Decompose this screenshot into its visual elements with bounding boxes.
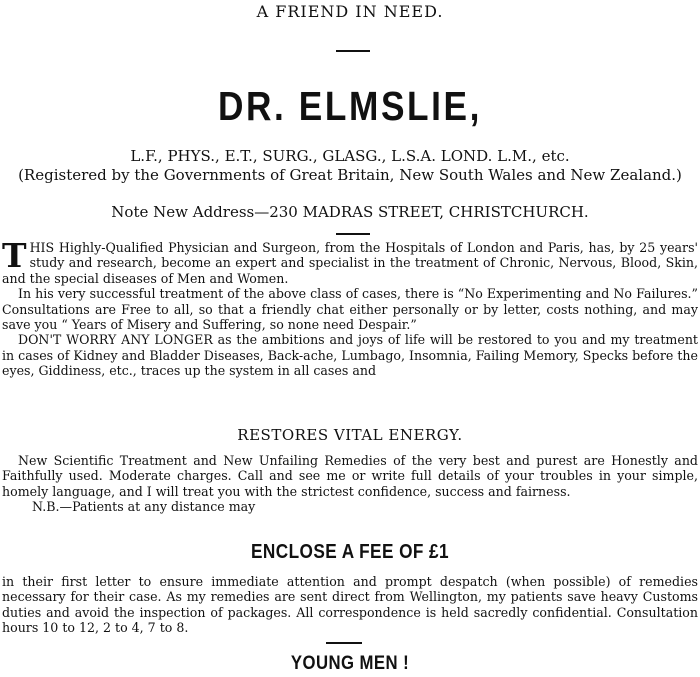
address-line: Note New Address—230 MADRAS STREET, CHRISTCHURCH. — [111, 203, 589, 221]
intro-paragraph — [2, 236, 698, 286]
doctor-name-title: DR. ELMSLIE, — [217, 83, 483, 129]
nb-paragraph: N.B.—Patients at any distance may — [32, 499, 256, 515]
credentials-block — [0, 147, 700, 185]
credentials-line: L.F., PHYS., E.T., SURG., GLASG., L.S.A. LOND. L.M., etc. — [130, 147, 570, 165]
section-heading: A FRIEND IN NEED. — [256, 2, 444, 21]
registration-note: (Registered by the Governments of Great Britain, New South Wales and New Zealand.) — [18, 166, 682, 184]
drop-cap: T — [2, 236, 27, 275]
remedies-paragraph: New Scientific Treatment and New Unfailing Remedies of the very best and purest are Honestly and Faithfully used. Moderate charges. Call and see me or write full details of your troubles in your simple, homely language, and I will treat you with the strictest confidence, success and fairness. — [2, 453, 698, 499]
divider-rule — [336, 233, 370, 235]
treatment-paragraph: In his very successful treatment of the above class of cases, there is “No Experimenting and No Failures.” Consultations are Free to all, so that a friendly chat either personally or by letter, costs nothing, and may save you “ Years of Misery and Suffering, so none need Despair.” — [2, 286, 698, 333]
divider-rule — [326, 642, 362, 644]
closing-paragraph: in their first letter to ensure immediate attention and prompt despatch (when possible) of remedies necessary for their case. As my remedies are sent direct from Wellington, my patients save heavy Customs duties and avoid the inspection of packages. All correspondence is held sacredly confidential. Consultation hours 10 to 12, 2 to 4, 7 to 8. — [2, 574, 698, 636]
intro-text: HIS Highly-Qualified Physician and Surgeon, from the Hospitals of London and Paris, has, by 25 years' study and research, become an expert and specialist in the treatment of Chronic, Nervous, Blood, Skin, and the special diseases of Men and Women. — [2, 240, 698, 286]
subheading-fee: ENCLOSE A FEE OF £1 — [250, 541, 450, 563]
intro-section — [2, 236, 698, 379]
dont-worry-paragraph: DON'T WORRY ANY LONGER as the ambitions and joys of life will be restored to you and my treatment in cases of Kidney and Bladder Diseases, Back-ache, Lumbago, Insomnia, Failing Memory, Specks before the eyes, Giddiness, etc., traces up the system in all cases and — [2, 332, 698, 379]
subheading-vital-energy: RESTORES VITAL ENERGY. — [237, 426, 463, 444]
middle-section — [2, 453, 698, 515]
subheading-young-men: YOUNG MEN ! — [290, 653, 410, 674]
divider-rule — [336, 50, 370, 52]
